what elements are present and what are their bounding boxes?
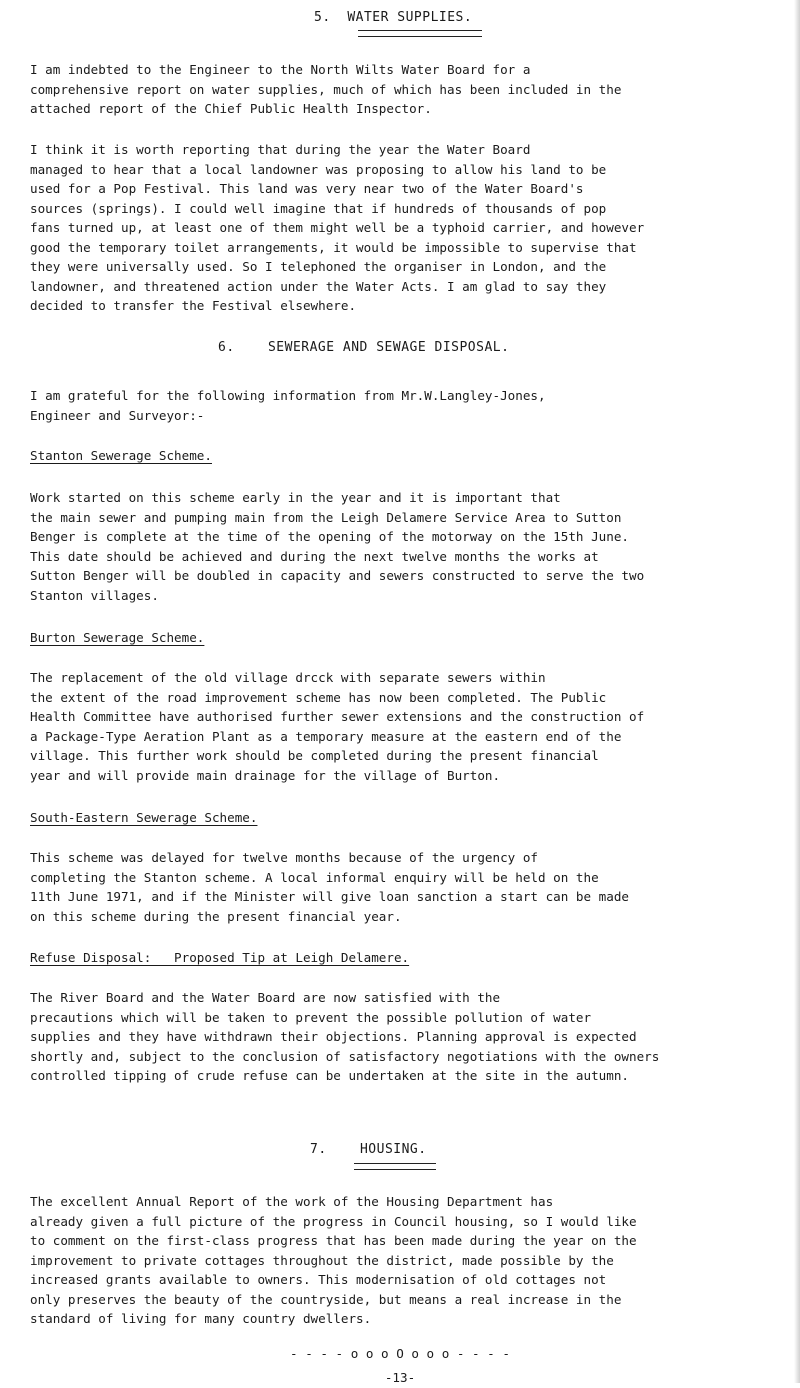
section-6-number: 6. bbox=[218, 340, 235, 355]
text-line: the main sewer and pumping main from the Leigh Delamere Service Area to Sutton bbox=[30, 509, 622, 525]
text-line: I think it is worth reporting that during the year the Water Board bbox=[30, 142, 531, 157]
text-line: This date should be achieved and during the next twelve months the works at bbox=[30, 548, 599, 564]
section-7-title: HOUSING. bbox=[359, 1142, 427, 1157]
page-number: -13- bbox=[384, 1370, 416, 1385]
text-line: controlled tipping of crude refuse can be undertaken at the site in the autumn. bbox=[30, 1068, 629, 1083]
text-line: fans turned up, at least one of them might well be a typhoid carrier, and however bbox=[30, 220, 645, 235]
refuse-disposal-body bbox=[30, 988, 796, 1086]
section-5-paragraph-2 bbox=[30, 140, 796, 316]
scheme-heading-burton: Burton Sewerage Scheme. bbox=[30, 630, 205, 645]
text-line: Stanton villages. bbox=[30, 587, 159, 603]
end-ornament: - - - - o o o O o o o - - - - bbox=[290, 1346, 510, 1361]
text-line: supplies and they have withdrawn their objections. Planning approval is expected bbox=[30, 1029, 637, 1044]
page-edge-shadow bbox=[794, 0, 800, 1383]
text-line: managed to hear that a local landowner was proposing to allow his land to be bbox=[30, 161, 607, 177]
text-line: standard of living for many country dwellers. bbox=[30, 1311, 372, 1326]
text-line: used for a Pop Festival. This land was very near two of the Water Board's bbox=[30, 181, 584, 196]
section-7-heading bbox=[310, 1140, 427, 1160]
section-5-number: 5. bbox=[314, 10, 331, 25]
section-5-title: WATER SUPPLIES. bbox=[347, 10, 473, 25]
text-line: Health Committee have authorised further sewer extensions and the construction of bbox=[30, 709, 645, 724]
section-5-heading bbox=[314, 8, 472, 28]
section-6-heading bbox=[218, 338, 509, 358]
text-line: year and will provide main drainage for the village of Burton. bbox=[30, 767, 501, 783]
text-line: to comment on the first-class progress that has been made during the year on the bbox=[30, 1233, 637, 1248]
scheme-body-stanton bbox=[30, 488, 796, 605]
text-line: good the temporary toilet arrangements, it would be impossible to supervise that bbox=[30, 239, 637, 255]
scheme-heading-stanton: Stanton Sewerage Scheme. bbox=[30, 448, 212, 463]
text-line: the extent of the road improvement scheme has now been completed. The Public bbox=[30, 689, 607, 705]
refuse-disposal-heading: Refuse Disposal: Proposed Tip at Leigh Delamere. bbox=[30, 950, 410, 965]
text-line: Benger is complete at the time of the opening of the motorway on the 15th June. bbox=[30, 529, 629, 544]
section-6-title: SEWERAGE AND SEWAGE DISPOSAL. bbox=[267, 340, 510, 355]
text-line: The excellent Annual Report of the work of the Housing Department has bbox=[30, 1194, 554, 1209]
text-line: a Package-Type Aeration Plant as a temporary measure at the eastern end of the bbox=[30, 728, 622, 744]
text-line: Work started on this scheme early in the year and it is important that bbox=[30, 490, 561, 505]
text-line: precautions which will be taken to prevent the possible pollution of water bbox=[30, 1009, 592, 1025]
section-7-underline bbox=[354, 1163, 436, 1170]
text-line: only preserves the beauty of the countryside, but means a real increase in the bbox=[30, 1291, 622, 1307]
text-line: Engineer and Surveyor:- bbox=[30, 407, 205, 423]
scheme-body-burton bbox=[30, 668, 796, 785]
text-line: I am indebted to the Engineer to the North Wilts Water Board for a bbox=[30, 62, 531, 77]
text-line: improvement to private cottages throughout the district, made possible by the bbox=[30, 1252, 614, 1268]
text-line: Sutton Benger will be doubled in capacity and sewers constructed to serve the two bbox=[30, 568, 645, 583]
text-line: shortly and, subject to the conclusion of satisfactory negotiations with the owners bbox=[30, 1048, 660, 1064]
section-6-intro bbox=[30, 386, 796, 425]
text-line: This scheme was delayed for twelve months because of the urgency of bbox=[30, 850, 538, 865]
section-7-number: 7. bbox=[310, 1142, 327, 1157]
text-line: The replacement of the old village drcck with separate sewers within bbox=[30, 670, 546, 685]
scheme-heading-south-eastern: South-Eastern Sewerage Scheme. bbox=[30, 810, 258, 825]
section-5-paragraph-1 bbox=[30, 60, 796, 119]
text-line: they were universally used. So I telephoned the organiser in London, and the bbox=[30, 259, 607, 274]
text-line: on this scheme during the present financial year. bbox=[30, 908, 402, 924]
scheme-body-south-eastern bbox=[30, 848, 796, 926]
text-line: sources (springs). I could well imagine that if hundreds of thousands of pop bbox=[30, 200, 607, 216]
section-5-underline bbox=[358, 30, 482, 37]
text-line: decided to transfer the Festival elsewhere. bbox=[30, 298, 357, 313]
text-line: attached report of the Chief Public Health Inspector. bbox=[30, 101, 432, 116]
text-line: already given a full picture of the progress in Council housing, so I would like bbox=[30, 1213, 637, 1229]
text-line: I am grateful for the following information from Mr.W.Langley-Jones, bbox=[30, 388, 546, 403]
text-line: The River Board and the Water Board are now satisfied with the bbox=[30, 990, 501, 1005]
text-line: 11th June 1971, and if the Minister will give loan sanction a start can be made bbox=[30, 889, 629, 904]
text-line: comprehensive report on water supplies, much of which has been included in the bbox=[30, 81, 622, 97]
text-line: village. This further work should be completed during the present financial bbox=[30, 748, 599, 763]
text-line: increased grants available to owners. This modernisation of old cottages not bbox=[30, 1272, 607, 1287]
section-7-paragraph bbox=[30, 1192, 796, 1329]
text-line: landowner, and threatened action under the Water Acts. I am glad to say they bbox=[30, 278, 607, 294]
text-line: completing the Stanton scheme. A local informal enquiry will be held on the bbox=[30, 869, 599, 885]
